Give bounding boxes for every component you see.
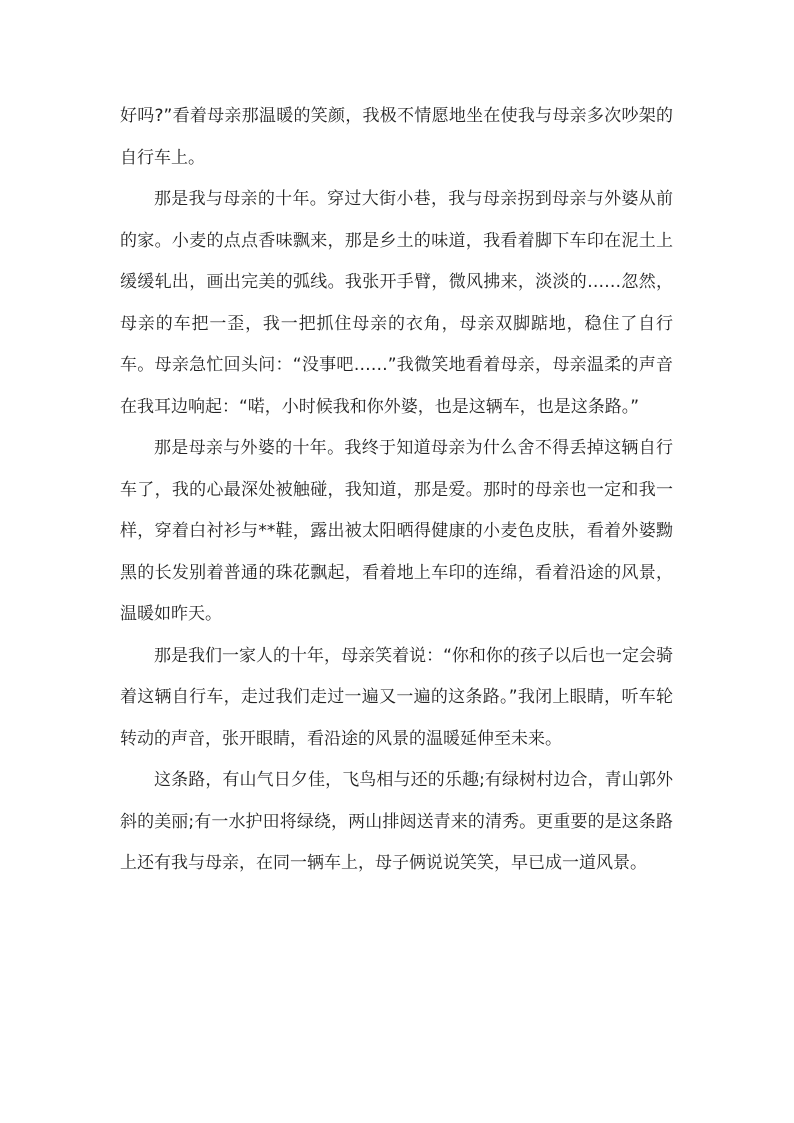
paragraph-1: 好吗?”看着母亲那温暖的笑颜，我极不情愿地坐在使我与母亲多次吵架的自行车上。 bbox=[120, 106, 673, 168]
document-body bbox=[120, 96, 673, 885]
paragraph-2: 那是我与母亲的十年。穿过大街小巷，我与母亲拐到母亲与外婆从前的家。小麦的点点香味飘来，那是乡土的味道，我看着脚下车印在泥土上缓缓轧出，画出完美的弧线。我张开手臂，微风拂来，淡淡的……忽然，母亲的车把一歪，我一把抓住母亲的衣角，母亲双脚踮地，稳住了自行车。母亲急忙回头问：“没事吧……”我微笑地看着母亲，母亲温柔的声音在我耳边响起：“喏，小时候我和你外婆，也是这辆车，也是这条路。” bbox=[120, 189, 673, 417]
paragraph-4: 那是我们一家人的十年，母亲笑着说：“你和你的孩子以后也一定会骑着这辆自行车，走过我们走过一遍又一遍的这条路。”我闭上眼睛，听车轮转动的声音，张开眼睛，看沿途的风景的温暖延伸至未来。 bbox=[120, 645, 673, 749]
paragraph-3: 那是母亲与外婆的十年。我终于知道母亲为什么舍不得丢掉这辆自行车了，我的心最深处被触碰，我知道，那是爱。那时的母亲也一定和我一样，穿着白衬衫与**鞋，露出被太阳晒得健康的小麦色皮肤，看着外婆黝黑的长发别着普通的珠花飘起，看着地上车印的连绵，看着沿途的风景，温暖如昨天。 bbox=[120, 438, 673, 624]
paragraph-5: 这条路，有山气日夕佳，飞鸟相与还的乐趣;有绿树村边合，青山郭外斜的美丽;有一水护田将绿绕，两山排闼送青来的清秀。更重要的是这条路上还有我与母亲，在同一辆车上，母子俩说说笑笑，早已成一道风景。 bbox=[120, 770, 673, 873]
